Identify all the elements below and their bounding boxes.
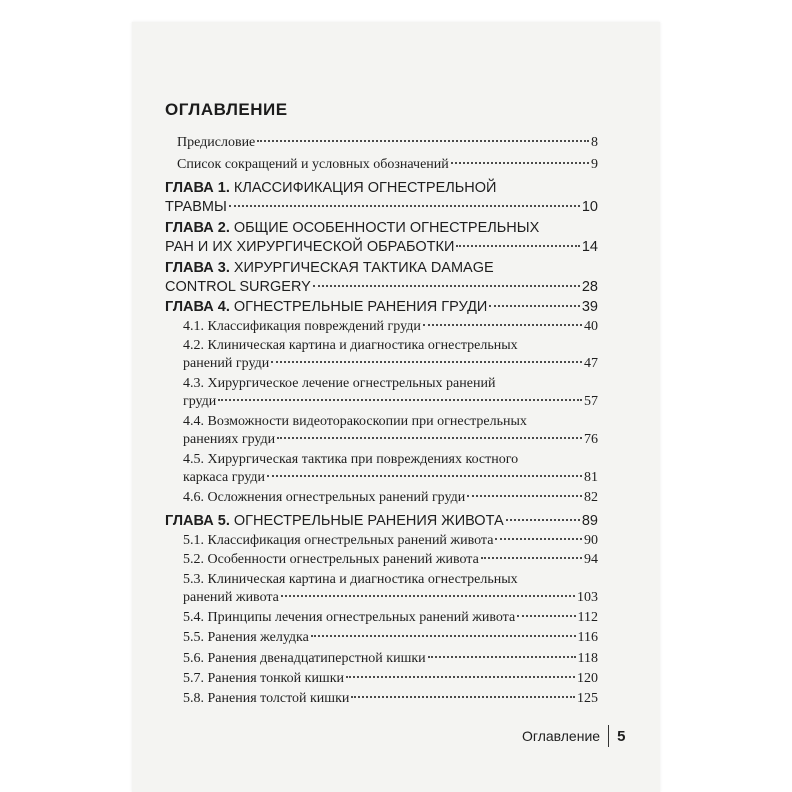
dot-leader [229, 205, 580, 207]
toc-section-5-8[interactable] [183, 690, 598, 708]
toc-page-number: 40 [584, 319, 598, 334]
dot-leader [351, 696, 575, 698]
toc-chapter-2-line2[interactable] [165, 238, 598, 256]
toc-section-4-3-line1[interactable]: 4.3. Хирургическое лечение огнестрельных ранений [183, 376, 496, 391]
chapter-title-cont: CONTROL SURGERY [165, 279, 311, 295]
toc-chapter-1-line2[interactable] [165, 198, 598, 216]
section-title: 4.1. Классификация повреждений груди [183, 319, 421, 334]
toc-page-number: 28 [581, 279, 598, 295]
toc-page-number: 116 [577, 630, 598, 645]
toc-section-5-4[interactable] [183, 609, 598, 627]
dot-leader [481, 557, 582, 559]
toc-section-4-5-line2[interactable] [183, 469, 598, 487]
toc-page-number: 94 [584, 552, 598, 567]
section-title-cont: ранений груди [183, 356, 270, 371]
dot-leader [456, 245, 579, 247]
toc-section-5-6[interactable] [183, 650, 598, 668]
section-title-cont: каркаса груди [183, 470, 265, 485]
toc-page-number: 76 [584, 432, 598, 447]
toc-section-4-2-line1[interactable]: 4.2. Клиническая картина и диагностика огнестрельных [183, 338, 518, 353]
dot-leader [277, 437, 582, 439]
toc-page-number: 47 [584, 356, 598, 371]
section-title: 5.2. Особенности огнестрельных ранений живота [183, 552, 479, 567]
section-title-cont: груди [183, 394, 217, 409]
chapter-title-cont: РАН И ИХ ХИРУРГИЧЕСКОЙ ОБРАБОТКИ [165, 239, 455, 255]
chapter-title: ОБЩИЕ ОСОБЕННОСТИ ОГНЕСТРЕЛЬНЫХ [233, 220, 540, 236]
dot-leader [311, 635, 576, 637]
dot-leader [451, 162, 589, 164]
toc-page-number: 57 [584, 394, 598, 409]
toc-page-number: 9 [591, 157, 598, 172]
dot-leader [489, 305, 580, 307]
toc-page-number: 81 [584, 470, 598, 485]
chapter-title: КЛАССИФИКАЦИЯ ОГНЕСТРЕЛЬНОЙ [233, 180, 497, 196]
dot-leader [346, 676, 575, 678]
toc-page-number: 90 [584, 533, 598, 548]
toc-chapter-2-line1[interactable] [165, 219, 539, 237]
page-number: 5 [617, 727, 626, 745]
toc-section-4-5-line1[interactable]: 4.5. Хирургическая тактика при повреждениях костного [183, 452, 519, 467]
toc-entry-preface[interactable] [177, 134, 598, 152]
toc-page-number: 82 [584, 490, 598, 505]
toc-section-5-3-line2[interactable] [183, 589, 598, 607]
section-title: 5.6. Ранения двенадцатиперстной кишки [183, 651, 426, 666]
toc-section-4-2-line2[interactable] [183, 355, 598, 373]
toc-section-5-5[interactable] [183, 629, 598, 647]
dot-leader [313, 285, 580, 287]
toc-page-number: 89 [581, 513, 598, 529]
toc-entry-label: Список сокращений и условных обозначений [177, 157, 449, 172]
chapter-title: ОГНЕСТРЕЛЬНЫЕ РАНЕНИЯ ГРУДИ [233, 299, 488, 315]
dot-leader [271, 361, 582, 363]
page-footer [522, 725, 625, 747]
running-header: Оглавление [522, 728, 601, 744]
toc-section-4-6[interactable] [183, 489, 598, 507]
chapter-heading [165, 512, 504, 530]
section-title: 5.4. Принципы лечения огнестрельных ранений живота [183, 610, 516, 625]
toc-section-4-4-line2[interactable] [183, 431, 598, 449]
chapter-prefix: ГЛАВА 4. [165, 299, 230, 315]
dot-leader [506, 519, 580, 521]
toc-page-number: 103 [577, 590, 598, 605]
chapter-prefix: ГЛАВА 2. [165, 220, 230, 236]
chapter-title-cont: ТРАВМЫ [165, 199, 227, 215]
dot-leader [267, 475, 582, 477]
chapter-title: ХИРУРГИЧЕСКАЯ ТАКТИКА DAMAGE [233, 260, 494, 276]
dot-leader [423, 324, 582, 326]
dot-leader [495, 538, 582, 540]
dot-leader [517, 615, 575, 617]
chapter-prefix: ГЛАВА 1. [165, 180, 230, 196]
toc-page-number: 10 [581, 199, 598, 215]
toc-chapter-4[interactable] [165, 298, 598, 316]
toc-page-number: 39 [581, 299, 598, 315]
toc-page-number: 125 [577, 691, 598, 706]
toc-page-number: 112 [577, 610, 598, 625]
toc-chapter-5[interactable] [165, 512, 598, 530]
toc-section-5-1[interactable] [183, 532, 598, 550]
section-title-cont: ранениях груди [183, 432, 276, 447]
dot-leader [428, 656, 576, 658]
chapter-prefix: ГЛАВА 3. [165, 260, 230, 276]
toc-entry-label: Предисловие [177, 135, 256, 150]
toc-page-number: 118 [577, 651, 598, 666]
toc-chapter-3-line2[interactable] [165, 278, 598, 296]
section-title: 5.1. Классификация огнестрельных ранений живота [183, 533, 494, 548]
toc-entry-abbreviations[interactable] [177, 156, 598, 174]
toc-chapter-1-line1[interactable] [165, 179, 496, 197]
section-title: 4.6. Осложнения огнестрельных ранений груди [183, 490, 466, 505]
toc-title: ОГЛАВЛЕНИЕ [165, 100, 288, 119]
toc-section-5-7[interactable] [183, 670, 598, 688]
toc-page-number: 8 [591, 135, 598, 150]
toc-section-5-3-line1[interactable]: 5.3. Клиническая картина и диагностика огнестрельных [183, 572, 518, 587]
chapter-prefix: ГЛАВА 5. [165, 513, 230, 529]
chapter-title: ОГНЕСТРЕЛЬНЫЕ РАНЕНИЯ ЖИВОТА [233, 513, 504, 529]
dot-leader [467, 495, 582, 497]
section-title: 5.8. Ранения толстой кишки [183, 691, 350, 706]
toc-section-5-2[interactable] [183, 551, 598, 569]
dot-leader [281, 595, 575, 597]
toc-page-number: 14 [581, 239, 598, 255]
toc-page-number: 120 [577, 671, 598, 686]
section-title-cont: ранений живота [183, 590, 279, 605]
dot-leader [218, 399, 582, 401]
toc-chapter-3-line1[interactable] [165, 259, 494, 277]
section-title: 5.7. Ранения тонкой кишки [183, 671, 345, 686]
chapter-heading [165, 298, 487, 316]
toc-section-4-3-line2[interactable] [183, 393, 598, 411]
section-title: 5.5. Ранения желудка [183, 630, 309, 645]
dot-leader [257, 140, 589, 142]
toc-section-4-4-line1[interactable]: 4.4. Возможности видеоторакоскопии при огнестрельных [183, 414, 527, 429]
footer-divider [608, 725, 609, 747]
toc-section-4-1[interactable] [183, 318, 598, 336]
